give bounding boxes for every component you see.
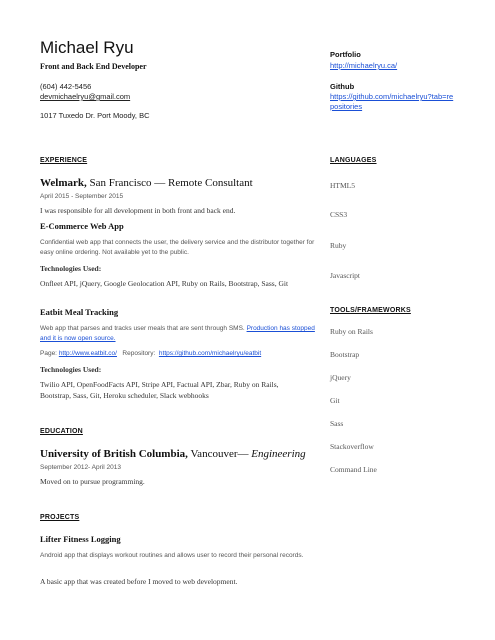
- project-title-eatbit: Eatbit Meal Tracking: [40, 307, 119, 317]
- language-item: CSS3: [330, 210, 348, 219]
- experience-heading: [40, 177, 253, 189]
- language-item: Javascript: [330, 271, 360, 280]
- eatbit-open-source-link[interactable]: Production has stopped and it is now open source.: [40, 325, 315, 342]
- education-dates: September 2012- April 2013: [40, 464, 121, 471]
- portfolio-link[interactable]: http://michaelryu.ca/: [330, 61, 398, 70]
- tech-label-ecommerce: Technologies Used:: [40, 264, 102, 273]
- github-link[interactable]: https://github.com/michaelryu?tab=repositories: [330, 92, 454, 111]
- eatbit-desc-text: Web app that parses and tracks user meals that are sent through SMS.: [40, 325, 245, 332]
- tool-item: jQuery: [330, 373, 351, 382]
- tech-list-ecommerce: Onfleet API, jQuery, Google Geolocation API, Ruby on Rails, Bootstrap, Sass, Git: [40, 279, 289, 288]
- tool-item: Bootstrap: [330, 350, 360, 359]
- education-heading: [40, 448, 306, 460]
- eatbit-links-row: [40, 349, 330, 359]
- project-title-ecommerce: E-Commerce Web App: [40, 221, 124, 231]
- project-title-lifter: Lifter Fitness Logging: [40, 534, 121, 544]
- program-name: Engineering: [251, 448, 306, 460]
- experience-section-title: EXPERIENCE: [40, 157, 88, 164]
- repository-label: Repository:: [122, 350, 156, 357]
- project-desc-lifter: Android app that displays workout routines and allows user to record their personal records.: [40, 552, 304, 559]
- school-location: Vancouver—: [187, 448, 252, 460]
- projects-section-title: PROJECTS: [40, 514, 80, 521]
- tech-list-eatbit: Twilio API, OpenFoodFacts API, Stripe API, Factual API, Zbar, Ruby on Rails, Bootstrap, Sass, Git, Heroku scheduler, Slack webhooks: [40, 380, 279, 400]
- education-section-title: EDUCATION: [40, 428, 83, 435]
- school-name: University of British Columbia,: [40, 448, 188, 460]
- tool-item: Ruby on Rails: [330, 327, 373, 336]
- tool-item: Command Line: [330, 465, 377, 474]
- email-link[interactable]: devmichaelryu@gmail.com: [40, 92, 131, 101]
- company-name: Welmark,: [40, 177, 87, 189]
- phone-number: (604) 442-5456: [40, 82, 92, 91]
- languages-section-title: LANGUAGES: [330, 157, 377, 164]
- candidate-name: Michael Ryu: [40, 38, 134, 57]
- job-title: Front and Back End Developer: [40, 62, 147, 71]
- tools-section-title: TOOLS/FRAMEWORKS: [330, 307, 411, 314]
- experience-summary: I was responsible for all development in both front and back end.: [40, 206, 236, 215]
- github-label: Github: [330, 82, 355, 91]
- tool-item: Git: [330, 396, 340, 405]
- project-desc-eatbit: [40, 324, 315, 344]
- education-note: Moved on to pursue programming.: [40, 477, 145, 486]
- language-item: Ruby: [330, 241, 347, 250]
- language-item: HTML5: [330, 181, 355, 190]
- page-label: Page:: [40, 350, 57, 357]
- portfolio-label: Portfolio: [330, 50, 361, 59]
- company-location-role: San Francisco — Remote Consultant: [86, 177, 253, 189]
- project-desc-ecommerce: Confidential web app that connects the user, the delivery service and the distributor together for easy online ordering. Not available yet to the public.: [40, 239, 315, 256]
- experience-dates: April 2015 - September 2015: [40, 193, 124, 200]
- eatbit-repo-link[interactable]: https://github.com/michaelryu/eatbit: [158, 350, 262, 357]
- tool-item: Sass: [330, 419, 344, 428]
- address: 1017 Tuxedo Dr. Port Moody, BC: [40, 111, 150, 120]
- project-note-lifter: A basic app that was created before I moved to web development.: [40, 577, 238, 586]
- eatbit-page-link[interactable]: http://www.eatbit.co/: [58, 350, 117, 357]
- tool-item: Stackoverflow: [330, 442, 374, 451]
- tech-label-eatbit: Technologies Used:: [40, 365, 102, 374]
